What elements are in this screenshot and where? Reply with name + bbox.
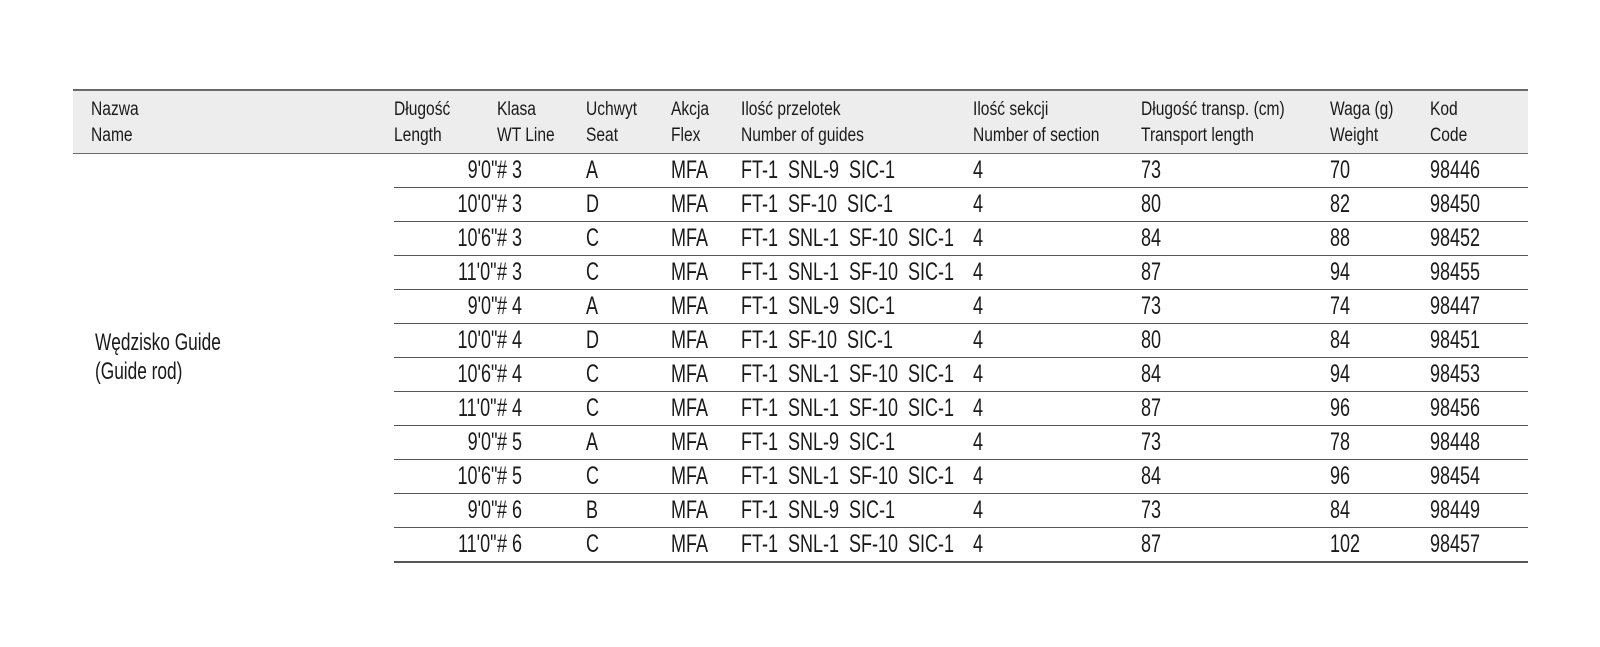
cell-transport-value: 87 xyxy=(1141,394,1162,422)
cell-flex-value: MFA xyxy=(671,462,709,490)
cell-weight-value: 94 xyxy=(1330,258,1351,286)
cell-length xyxy=(394,494,497,528)
cell-length xyxy=(394,528,497,563)
cell-flex-value: MFA xyxy=(671,258,709,286)
cell-guides xyxy=(741,460,973,494)
cell-seat xyxy=(586,392,671,426)
cell-class xyxy=(497,324,586,358)
cell-sections xyxy=(973,494,1141,528)
cell-weight xyxy=(1330,528,1430,563)
cell-transport xyxy=(1141,154,1330,188)
cell-code xyxy=(1430,358,1528,392)
cell-flex xyxy=(671,392,741,426)
cell-guides xyxy=(741,222,973,256)
cell-flex xyxy=(671,494,741,528)
column-header-label-pl: Uchwyt xyxy=(586,99,638,120)
cell-seat-value: C xyxy=(586,258,600,286)
cell-code xyxy=(1430,392,1528,426)
cell-flex xyxy=(671,188,741,222)
cell-seat xyxy=(586,358,671,392)
cell-transport xyxy=(1141,324,1330,358)
column-header-sections xyxy=(973,90,1111,154)
cell-weight-value: 102 xyxy=(1330,530,1361,558)
cell-sections-value: 4 xyxy=(973,190,984,218)
cell-class xyxy=(497,528,586,563)
cell-weight xyxy=(1330,426,1430,460)
cell-seat xyxy=(586,154,671,188)
cell-weight-value: 96 xyxy=(1330,394,1351,422)
table-header xyxy=(73,90,1528,154)
product-name: Wędzisko Guide xyxy=(95,329,221,356)
cell-guides xyxy=(741,358,973,392)
cell-class-value: # 3 xyxy=(497,224,523,252)
cell-sections-value: 4 xyxy=(973,496,984,524)
column-header-code xyxy=(1430,90,1510,154)
cell-code-value: 98453 xyxy=(1430,360,1481,388)
column-header-label-pl: Nazwa xyxy=(91,99,139,120)
cell-transport-value: 73 xyxy=(1141,496,1162,524)
cell-flex-value: MFA xyxy=(671,530,709,558)
cell-sections-value: 4 xyxy=(973,530,984,558)
cell-class-value: # 6 xyxy=(497,530,523,558)
cell-length xyxy=(394,188,497,222)
column-header-class xyxy=(497,90,570,154)
cell-weight xyxy=(1330,392,1430,426)
cell-guides xyxy=(741,188,973,222)
cell-code-value: 98454 xyxy=(1430,462,1481,490)
cell-guides xyxy=(741,290,973,324)
cell-seat xyxy=(586,460,671,494)
cell-seat-value: A xyxy=(586,156,599,184)
cell-seat-value: A xyxy=(586,292,599,320)
cell-seat xyxy=(586,290,671,324)
cell-guides xyxy=(741,528,973,563)
cell-guides xyxy=(741,494,973,528)
cell-transport-value: 73 xyxy=(1141,156,1162,184)
column-header-label-pl: Klasa xyxy=(497,99,536,120)
cell-length xyxy=(394,426,497,460)
cell-sections xyxy=(973,324,1141,358)
cell-sections-value: 4 xyxy=(973,428,984,456)
cell-code xyxy=(1430,324,1528,358)
cell-flex xyxy=(671,426,741,460)
cell-seat xyxy=(586,528,671,563)
cell-seat-value: D xyxy=(586,326,600,354)
cell-guides xyxy=(741,324,973,358)
cell-guides xyxy=(741,256,973,290)
cell-code xyxy=(1430,528,1528,563)
cell-class xyxy=(497,358,586,392)
cell-flex xyxy=(671,290,741,324)
cell-length-value: 11'0" xyxy=(458,258,497,286)
cell-class xyxy=(497,426,586,460)
cell-flex-value: MFA xyxy=(671,224,709,252)
cell-class xyxy=(497,460,586,494)
cell-guides-value: FT-1 SNL-1 SF-10 SIC-1 xyxy=(741,258,955,286)
cell-transport xyxy=(1141,358,1330,392)
cell-flex xyxy=(671,528,741,563)
cell-sections-value: 4 xyxy=(973,292,984,320)
cell-sections-value: 4 xyxy=(973,360,984,388)
cell-code-value: 98452 xyxy=(1430,224,1481,252)
column-header-label-en: Number of section xyxy=(973,125,1100,146)
cell-class xyxy=(497,392,586,426)
cell-sections xyxy=(973,188,1141,222)
cell-sections-value: 4 xyxy=(973,258,984,286)
cell-sections xyxy=(973,290,1141,324)
cell-class xyxy=(497,188,586,222)
cell-length-value: 9'0" xyxy=(467,496,497,524)
cell-class xyxy=(497,256,586,290)
cell-class-value: # 4 xyxy=(497,326,523,354)
cell-guides-value: FT-1 SF-10 SIC-1 xyxy=(741,326,894,354)
column-header-label-pl: Ilość przelotek xyxy=(741,99,841,120)
cell-length xyxy=(394,290,497,324)
cell-code-value: 98446 xyxy=(1430,156,1481,184)
cell-guides-value: FT-1 SNL-9 SIC-1 xyxy=(741,428,896,456)
column-header-label-en: Length xyxy=(394,125,442,146)
column-header-label-en: Code xyxy=(1430,125,1468,146)
cell-sections-value: 4 xyxy=(973,326,984,354)
cell-length xyxy=(394,358,497,392)
cell-weight-value: 78 xyxy=(1330,428,1351,456)
cell-transport xyxy=(1141,392,1330,426)
table-body xyxy=(73,154,1528,563)
cell-guides-value: FT-1 SNL-9 SIC-1 xyxy=(741,496,896,524)
cell-transport xyxy=(1141,528,1330,563)
cell-class-value: # 5 xyxy=(497,428,523,456)
cell-length-value: 10'0" xyxy=(457,190,497,218)
cell-guides-value: FT-1 SNL-1 SF-10 SIC-1 xyxy=(741,462,955,490)
column-header-name xyxy=(73,90,336,154)
cell-transport-value: 84 xyxy=(1141,224,1162,252)
header-row xyxy=(73,90,1528,154)
cell-code-value: 98451 xyxy=(1430,326,1481,354)
cell-sections xyxy=(973,256,1141,290)
cell-weight-value: 94 xyxy=(1330,360,1351,388)
cell-weight xyxy=(1330,460,1430,494)
cell-flex-value: MFA xyxy=(671,394,709,422)
column-header-label-en: Seat xyxy=(586,125,619,146)
cell-guides xyxy=(741,426,973,460)
cell-code xyxy=(1430,188,1528,222)
cell-class-value: # 4 xyxy=(497,360,523,388)
cell-seat xyxy=(586,494,671,528)
cell-flex xyxy=(671,222,741,256)
cell-sections xyxy=(973,154,1141,188)
cell-transport-value: 84 xyxy=(1141,360,1162,388)
product-name-english: (Guide rod) xyxy=(95,358,183,385)
cell-weight xyxy=(1330,290,1430,324)
column-header-guides xyxy=(741,90,931,154)
cell-class-value: # 6 xyxy=(497,496,523,524)
cell-seat-value: C xyxy=(586,462,600,490)
cell-guides xyxy=(741,392,973,426)
cell-transport-value: 80 xyxy=(1141,190,1162,218)
cell-length-value: 11'0" xyxy=(458,530,497,558)
cell-flex-value: MFA xyxy=(671,326,709,354)
cell-length-value: 10'0" xyxy=(457,326,497,354)
cell-transport-value: 80 xyxy=(1141,326,1162,354)
cell-weight xyxy=(1330,358,1430,392)
cell-code-value: 98450 xyxy=(1430,190,1481,218)
cell-weight-value: 84 xyxy=(1330,496,1351,524)
cell-sections-value: 4 xyxy=(973,462,984,490)
cell-class xyxy=(497,154,586,188)
cell-weight xyxy=(1330,188,1430,222)
cell-class-value: # 5 xyxy=(497,462,523,490)
cell-flex-value: MFA xyxy=(671,428,709,456)
column-header-label-en: Number of guides xyxy=(741,125,864,146)
cell-length-value: 10'6" xyxy=(457,462,497,490)
cell-code xyxy=(1430,154,1528,188)
cell-length-value: 9'0" xyxy=(467,292,497,320)
cell-guides-value: FT-1 SNL-9 SIC-1 xyxy=(741,156,896,184)
column-header-label-en: Transport length xyxy=(1141,125,1254,146)
column-header-flex xyxy=(671,90,728,154)
cell-length-value: 9'0" xyxy=(467,156,497,184)
column-header-transport xyxy=(1141,90,1296,154)
cell-code-value: 98447 xyxy=(1430,292,1481,320)
cell-length-value: 10'6" xyxy=(457,360,497,388)
cell-code xyxy=(1430,256,1528,290)
cell-guides-value: FT-1 SNL-1 SF-10 SIC-1 xyxy=(741,530,955,558)
cell-transport xyxy=(1141,460,1330,494)
cell-flex xyxy=(671,460,741,494)
cell-flex-value: MFA xyxy=(671,292,709,320)
cell-sections-value: 4 xyxy=(973,224,984,252)
column-header-label-pl: Waga (g) xyxy=(1330,99,1394,120)
cell-flex xyxy=(671,324,741,358)
column-header-weight xyxy=(1330,90,1412,154)
column-header-label-en: WT Line xyxy=(497,125,555,146)
cell-sections xyxy=(973,460,1141,494)
cell-code-value: 98448 xyxy=(1430,428,1481,456)
rod-spec-table xyxy=(73,89,1528,563)
cell-code-value: 98456 xyxy=(1430,394,1481,422)
cell-sections xyxy=(973,426,1141,460)
cell-transport xyxy=(1141,494,1330,528)
cell-weight-value: 96 xyxy=(1330,462,1351,490)
cell-code xyxy=(1430,494,1528,528)
cell-seat-value: A xyxy=(586,428,599,456)
cell-code-value: 98449 xyxy=(1430,496,1481,524)
cell-weight xyxy=(1330,256,1430,290)
cell-class-value: # 4 xyxy=(497,292,523,320)
cell-guides-value: FT-1 SNL-1 SF-10 SIC-1 xyxy=(741,224,955,252)
cell-weight xyxy=(1330,494,1430,528)
cell-class-value: # 4 xyxy=(497,394,523,422)
cell-transport-value: 84 xyxy=(1141,462,1162,490)
cell-seat-value: C xyxy=(586,530,600,558)
cell-length-value: 10'6" xyxy=(457,224,497,252)
cell-code-value: 98455 xyxy=(1430,258,1481,286)
cell-transport xyxy=(1141,188,1330,222)
cell-sections-value: 4 xyxy=(973,156,984,184)
cell-flex-value: MFA xyxy=(671,496,709,524)
cell-code xyxy=(1430,222,1528,256)
cell-flex-value: MFA xyxy=(671,190,709,218)
cell-sections-value: 4 xyxy=(973,394,984,422)
cell-transport-value: 87 xyxy=(1141,530,1162,558)
cell-length xyxy=(394,256,497,290)
cell-weight-value: 88 xyxy=(1330,224,1351,252)
cell-class xyxy=(497,494,586,528)
column-header-label-en: Flex xyxy=(671,125,701,146)
cell-seat-value: C xyxy=(586,360,600,388)
cell-sections xyxy=(973,528,1141,563)
cell-flex-value: MFA xyxy=(671,156,709,184)
cell-guides-value: FT-1 SNL-1 SF-10 SIC-1 xyxy=(741,394,955,422)
cell-sections xyxy=(973,222,1141,256)
cell-seat xyxy=(586,256,671,290)
cell-flex xyxy=(671,358,741,392)
cell-seat xyxy=(586,426,671,460)
cell-transport-value: 87 xyxy=(1141,258,1162,286)
cell-transport-value: 73 xyxy=(1141,428,1162,456)
cell-seat xyxy=(586,222,671,256)
column-header-label-pl: Ilość sekcji xyxy=(973,99,1049,120)
column-header-label-en: Name xyxy=(91,125,133,146)
cell-transport-value: 73 xyxy=(1141,292,1162,320)
cell-code xyxy=(1430,290,1528,324)
cell-length xyxy=(394,392,497,426)
cell-weight-value: 84 xyxy=(1330,326,1351,354)
cell-weight xyxy=(1330,154,1430,188)
cell-transport xyxy=(1141,426,1330,460)
cell-length xyxy=(394,154,497,188)
cell-weight xyxy=(1330,222,1430,256)
column-header-label-pl: Kod xyxy=(1430,99,1458,120)
cell-weight xyxy=(1330,324,1430,358)
cell-flex xyxy=(671,256,741,290)
cell-seat-value: C xyxy=(586,394,600,422)
cell-seat-value: C xyxy=(586,224,600,252)
cell-guides-value: FT-1 SNL-1 SF-10 SIC-1 xyxy=(741,360,955,388)
column-header-seat xyxy=(586,90,656,154)
cell-seat-value: B xyxy=(586,496,599,524)
cell-length-value: 11'0" xyxy=(458,394,497,422)
column-header-length xyxy=(394,90,478,154)
cell-weight-value: 70 xyxy=(1330,156,1351,184)
cell-transport xyxy=(1141,290,1330,324)
table-row xyxy=(73,154,1528,188)
cell-flex xyxy=(671,154,741,188)
column-header-label-pl: Długość xyxy=(394,99,451,120)
cell-guides xyxy=(741,154,973,188)
cell-guides-value: FT-1 SF-10 SIC-1 xyxy=(741,190,894,218)
column-header-label-pl: Długość transp. (cm) xyxy=(1141,99,1285,120)
cell-seat-value: D xyxy=(586,190,600,218)
cell-class-value: # 3 xyxy=(497,258,523,286)
product-name-cell xyxy=(73,154,394,563)
cell-sections xyxy=(973,358,1141,392)
cell-length xyxy=(394,222,497,256)
cell-code-value: 98457 xyxy=(1430,530,1481,558)
cell-weight-value: 82 xyxy=(1330,190,1351,218)
cell-class-value: # 3 xyxy=(497,156,523,184)
cell-class xyxy=(497,290,586,324)
column-header-label-en: Weight xyxy=(1330,125,1379,146)
cell-transport xyxy=(1141,222,1330,256)
cell-transport xyxy=(1141,256,1330,290)
cell-sections xyxy=(973,392,1141,426)
cell-class xyxy=(497,222,586,256)
cell-length xyxy=(394,460,497,494)
cell-length-value: 9'0" xyxy=(467,428,497,456)
cell-guides-value: FT-1 SNL-9 SIC-1 xyxy=(741,292,896,320)
cell-code xyxy=(1430,460,1528,494)
cell-code xyxy=(1430,426,1528,460)
cell-length xyxy=(394,324,497,358)
cell-weight-value: 74 xyxy=(1330,292,1351,320)
cell-seat xyxy=(586,324,671,358)
column-header-label-pl: Akcja xyxy=(671,99,710,120)
cell-seat xyxy=(586,188,671,222)
cell-class-value: # 3 xyxy=(497,190,523,218)
cell-flex-value: MFA xyxy=(671,360,709,388)
